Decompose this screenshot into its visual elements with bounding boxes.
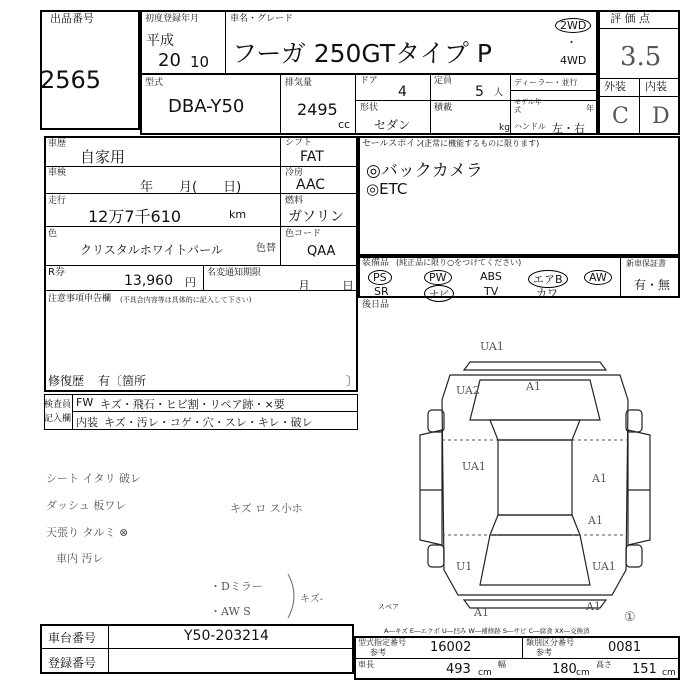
hand-note-1: シート イタリ 破レ — [46, 472, 141, 485]
ac-label: 冷房 — [285, 168, 304, 178]
reg-era: 平成 — [146, 33, 174, 49]
recycle-unit: 円 — [185, 276, 196, 289]
ac: AAC — [296, 177, 326, 193]
diagram-mark-a1-right: A1 — [592, 472, 607, 485]
recycle-fee: 13,960 — [124, 273, 173, 289]
recycle-label: R券 — [48, 267, 65, 278]
color: クリスタルホワイトパール — [80, 243, 223, 257]
repair-label: 修復歴 — [48, 374, 85, 388]
reg-month: 10 — [190, 53, 210, 71]
car-name-label: 車名・グレード — [230, 14, 294, 24]
displacement-label: 排気量 — [285, 78, 313, 88]
tax-month: 月 — [298, 279, 311, 293]
sales-point-1: ◎バックカメラ — [366, 161, 483, 181]
mileage-label: 走行 — [48, 196, 67, 206]
car-name: フーガ 250GTタイプ P — [232, 39, 492, 68]
int-label: 内装 — [76, 416, 98, 429]
displacement-unit: cc — [338, 118, 351, 131]
color-code-label: 色コード — [285, 229, 322, 239]
inspector-box-label: 検査員記入欄 — [44, 400, 72, 424]
damage-legend: A―キズ E―エクボ U―凹み W―補修跡 S―サビ C―腐食 XX―交換済 — [384, 627, 590, 635]
shift: FAT — [300, 149, 324, 165]
rear-label: 後日品 — [362, 300, 390, 310]
inspection-label: 車検 — [48, 168, 67, 178]
chassis-number: Y50-203214 — [184, 628, 269, 644]
diagram-mark-a1-corner: A1 — [586, 600, 601, 613]
doors: 4 — [398, 84, 407, 100]
fw-items: キズ・飛石・ヒビ割・リペア跡・×要 — [100, 398, 285, 411]
load-unit: kg — [499, 123, 510, 133]
tax-label: 名変通知期限 — [207, 268, 262, 278]
category: 0081 — [608, 640, 642, 655]
length: 493 — [446, 662, 471, 677]
equip-airbag: エアB — [528, 270, 568, 288]
interior-grade: D — [652, 104, 670, 129]
exterior-grade: C — [612, 104, 629, 129]
ref-label-2: 参考 — [536, 648, 552, 657]
hand-note-2: ダッシュ 板ワレ — [46, 499, 127, 512]
mileage: 12万7千610 — [88, 207, 182, 226]
chassis-label: 車台番号 — [48, 631, 97, 645]
brace-mark — [284, 572, 304, 620]
notes-sub: (不具合内容等は具体的に記入して下さい) — [120, 296, 252, 304]
warranty: 有・無 — [634, 278, 671, 292]
dealer-label: ディーラー・並行 — [514, 78, 578, 87]
handle-label: ハンドル — [514, 122, 546, 131]
equipment-label: 装備品 — [362, 258, 390, 268]
score: 3.5 — [620, 42, 662, 72]
sales-point-2: ◎ETC — [366, 180, 408, 198]
score-label: 評 価 点 — [610, 12, 650, 25]
usage-label: 車歴 — [48, 139, 67, 149]
model: DBA-Y50 — [168, 96, 245, 117]
hand-note-mirror: ・Dミラー — [210, 580, 263, 593]
shape: セダン — [374, 118, 411, 132]
diagram-mark-ua1-left: UA1 — [462, 460, 486, 473]
tax-day: 日 — [342, 279, 355, 293]
length-label: 車長 — [358, 660, 374, 669]
diagram-mark-u1: U1 — [456, 560, 473, 573]
interior-label: 内装 — [645, 80, 667, 93]
spare-label: スペア — [378, 603, 399, 611]
type-cert: 16002 — [430, 640, 472, 655]
displacement: 2495 — [297, 100, 338, 119]
height-unit: cm — [662, 668, 676, 678]
diagram-mark-a1-rdoor: A1 — [588, 514, 603, 527]
drive-4wd: 4WD — [560, 54, 587, 67]
fw-label: FW — [76, 396, 94, 409]
int-items: キズ・汚レ・コゲ・穴・スレ・キレ・破レ — [104, 416, 313, 429]
ref-label-1: 参考 — [370, 648, 386, 657]
exterior-label: 外装 — [604, 80, 626, 93]
hand-note-right: キズ ロ ス小ホ — [230, 502, 303, 515]
reg-number-label: 登録番号 — [48, 656, 97, 670]
width-label: 幅 — [498, 660, 506, 669]
type-cert-label: 型式指定番号 — [358, 638, 406, 647]
repair-close: 〕 — [346, 374, 359, 388]
hand-note-aw: ・AW S — [210, 605, 251, 618]
first-reg-label: 初度登録年月 — [145, 14, 200, 24]
diagram-mark-circle: ① — [624, 610, 636, 625]
height: 151 — [632, 662, 657, 677]
shift-label: シフト — [285, 138, 313, 148]
length-unit: cm — [478, 668, 492, 678]
equip-abs: ABS — [480, 270, 502, 283]
color-label: 色 — [48, 229, 58, 239]
hand-note-3: 天張り タルミ ⊗ — [46, 526, 129, 539]
hand-note-4: 車内 汚レ — [56, 552, 104, 565]
model-year-label: モデル年式 — [514, 98, 542, 114]
sales-sub: (正常に機能するものに限ります) — [421, 139, 540, 148]
diagram-mark-ua1-top: UA1 — [480, 340, 504, 353]
reg-year: 20 — [158, 50, 181, 71]
equip-ps: PS — [368, 270, 392, 285]
diagram-mark-ua2: UA2 — [456, 384, 480, 397]
color-change-label: 色替 — [256, 243, 276, 254]
warranty-label: 新車保証書 — [626, 259, 666, 268]
fuel: ガソリン — [288, 209, 344, 225]
capacity-label: 定員 — [434, 76, 453, 86]
diagram-mark-a1-hood: A1 — [526, 380, 541, 393]
history-box — [44, 136, 358, 392]
fuel-label: 燃料 — [285, 196, 304, 206]
category-label: 類別区分番号 — [526, 638, 574, 647]
shape-label: 形状 — [360, 103, 379, 113]
equipment-sub: (純正品に限り○をつけてください) — [396, 258, 522, 267]
capacity-unit: 人 — [494, 88, 504, 98]
usage: 自家用 — [80, 148, 126, 166]
equip-tv: TV — [484, 285, 499, 298]
model-label: 型式 — [145, 78, 164, 88]
doors-label: ドア — [360, 76, 378, 86]
diagram-mark-a1-bumper: A1 — [474, 606, 489, 619]
lot-label: 出品番号 — [50, 12, 94, 25]
equip-navi: ナビ — [424, 285, 454, 302]
inspection: 年 月( 日) — [140, 180, 242, 195]
sales-label: セールスポイント — [362, 139, 434, 149]
handle: 左・右 — [552, 122, 585, 135]
equip-sr: SR — [374, 285, 389, 298]
equip-pw: PW — [424, 270, 452, 285]
capacity: 5 — [475, 84, 484, 100]
drive-sep: ・ — [566, 36, 577, 49]
equip-aw: AW — [584, 270, 612, 285]
year-unit: 年 — [586, 104, 594, 113]
lot-number: 2565 — [40, 66, 102, 94]
height-label: 高さ — [596, 660, 612, 669]
width-unit: cm — [576, 668, 590, 678]
hand-note-kizu: キズ- — [300, 594, 324, 605]
notes-label: 注意事項申告欄 — [48, 294, 112, 304]
repair-value: 有〔箇所 — [98, 374, 147, 388]
equip-leather: カワ — [536, 287, 558, 300]
diagram-mark-ua1-rear: UA1 — [592, 560, 616, 573]
load-label: 積載 — [434, 103, 453, 113]
width: 180 — [552, 662, 577, 677]
mileage-unit: km — [229, 208, 247, 221]
color-code: QAA — [307, 244, 336, 259]
drive-2wd: 2WD — [555, 18, 591, 33]
